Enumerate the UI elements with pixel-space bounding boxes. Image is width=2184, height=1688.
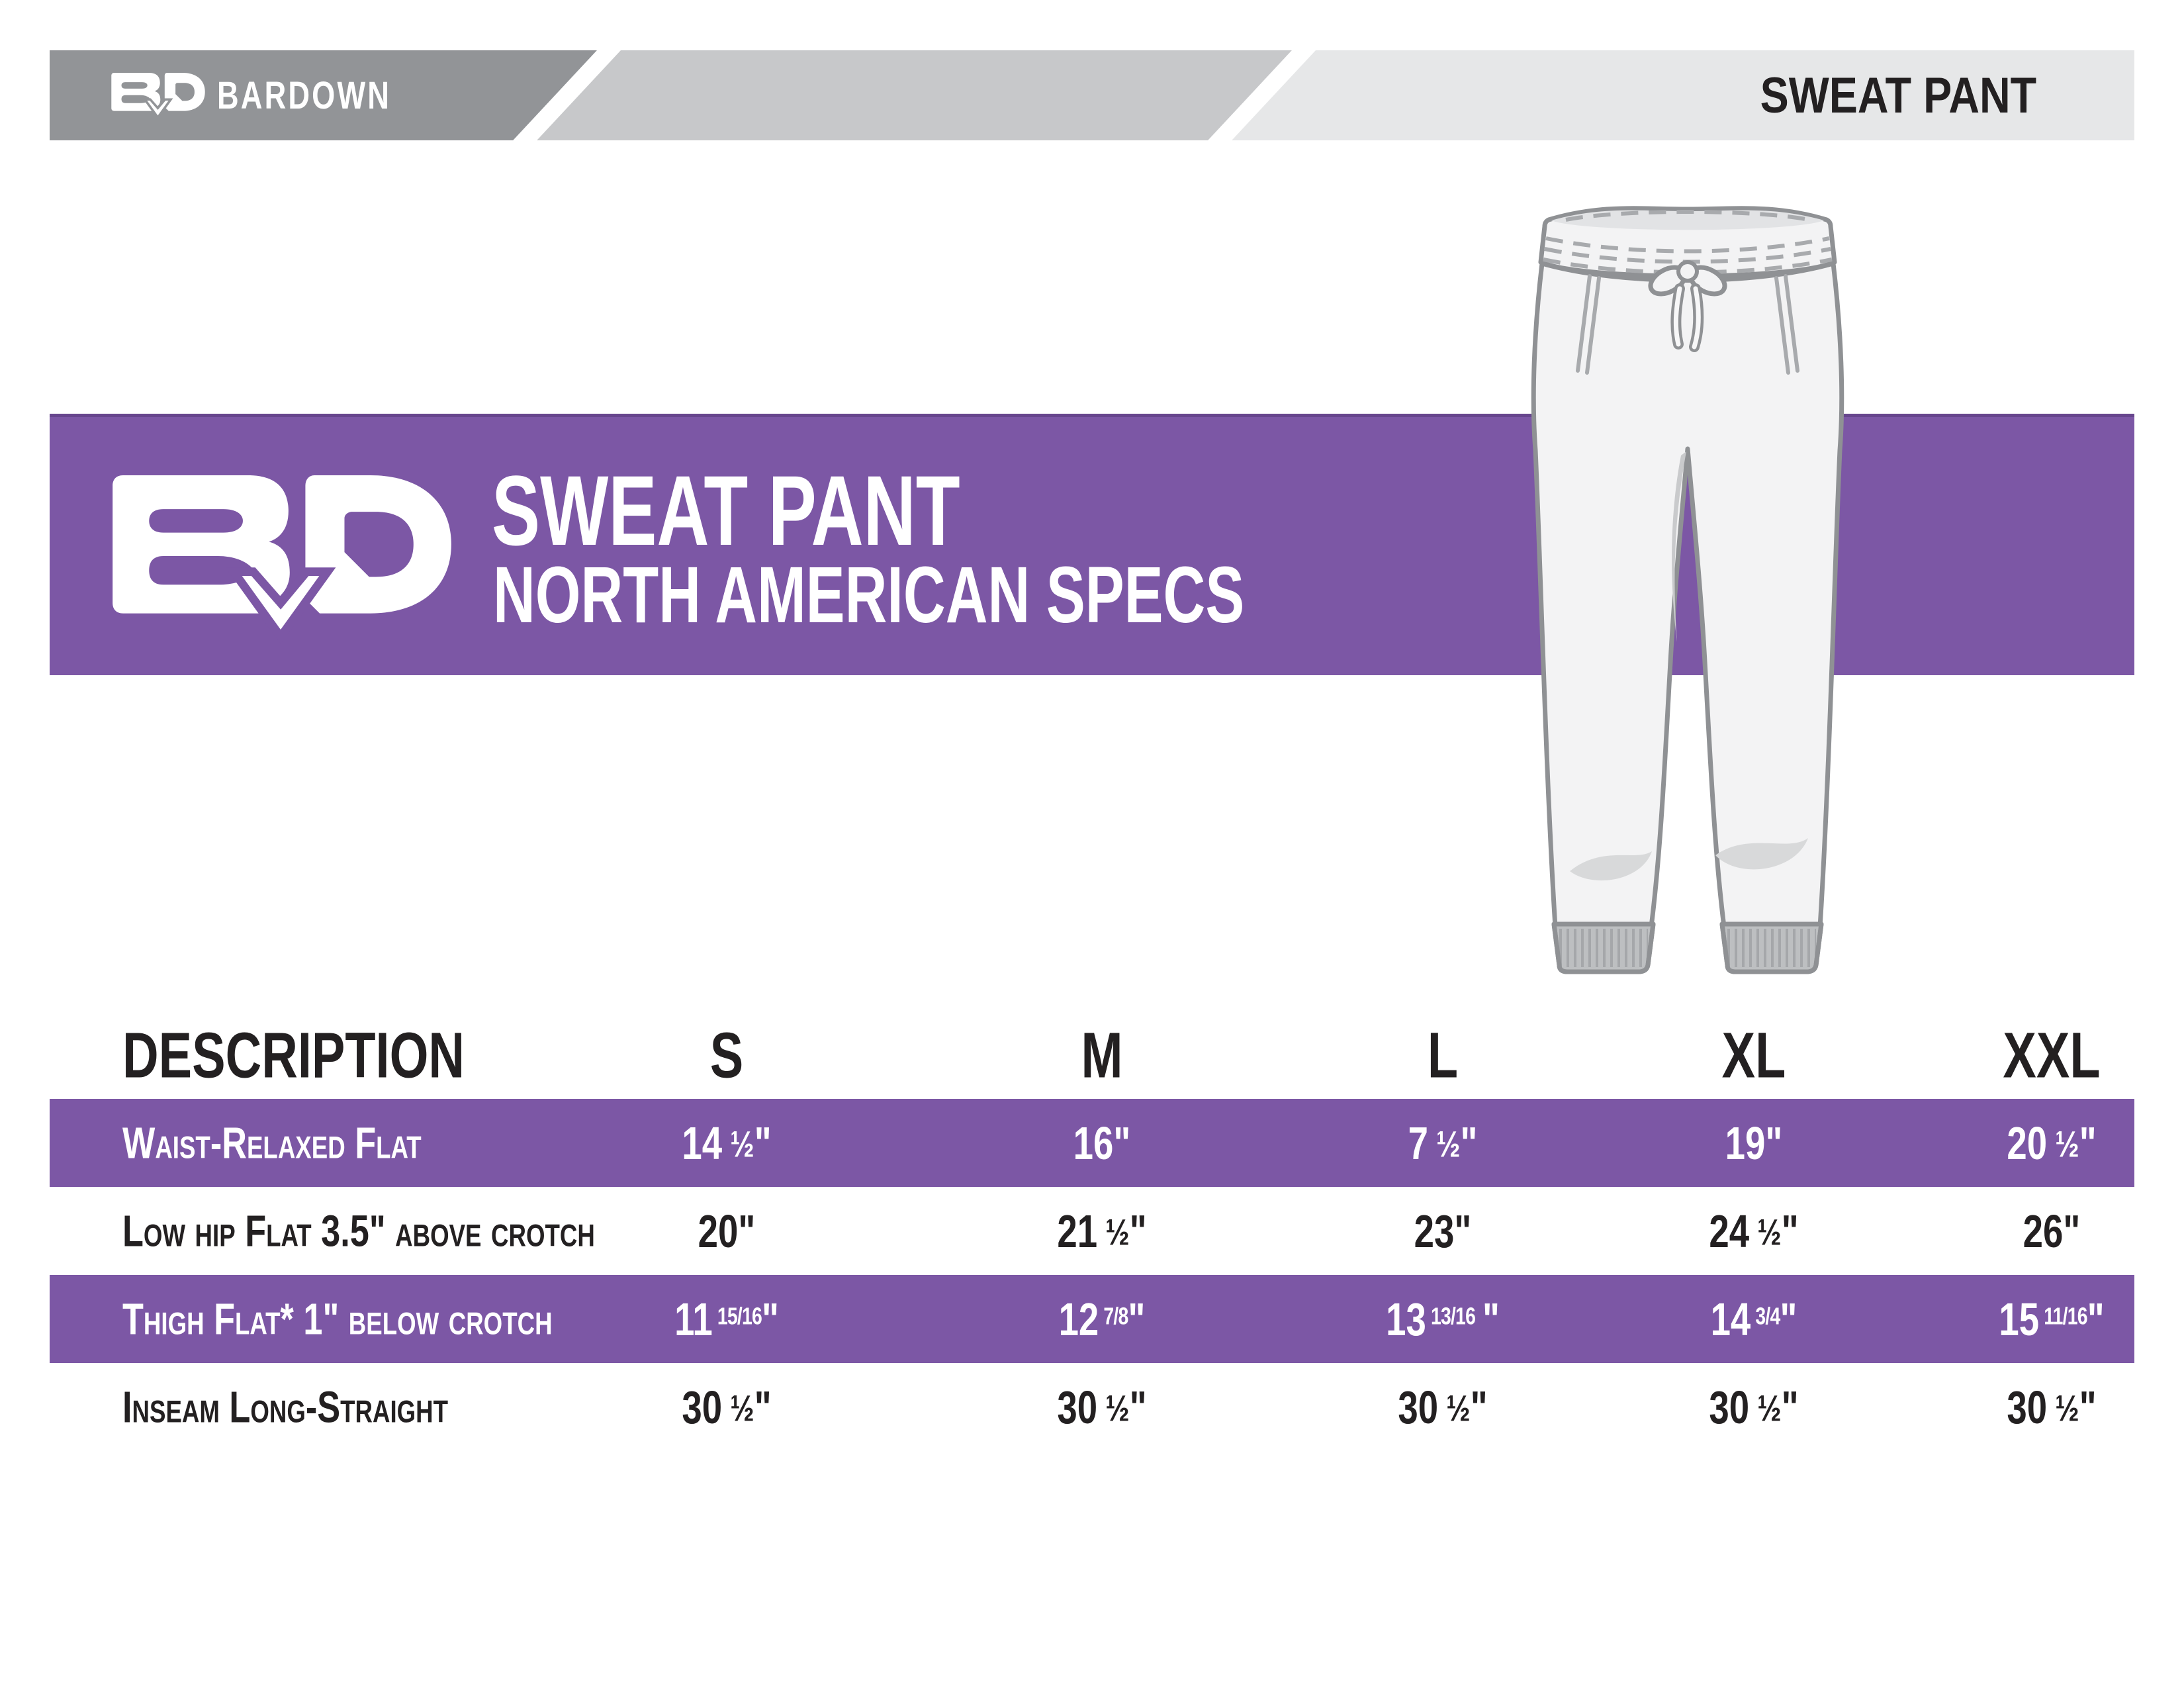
bd-logo-icon bbox=[111, 73, 205, 118]
size-spec-table bbox=[50, 1011, 2134, 1451]
row-description-label: Waist-Relaxed Flat bbox=[122, 1118, 422, 1168]
size-column-header-s: S bbox=[709, 1019, 744, 1091]
measurement-value: 30 ½" bbox=[2007, 1381, 2097, 1433]
measurement-value: 14 $^{3/4}$" bbox=[1710, 1293, 1797, 1345]
header-product-title: SWEAT PANT bbox=[1760, 67, 2036, 124]
table-row bbox=[50, 1363, 2134, 1451]
measurement-value: 30 ½" bbox=[1398, 1381, 1488, 1433]
table-row bbox=[50, 1275, 2134, 1363]
size-column-header-m: M bbox=[1081, 1019, 1123, 1091]
bd-logo-icon bbox=[113, 475, 451, 638]
measurement-value: 24 ½" bbox=[1709, 1205, 1799, 1257]
banner-title: SWEAT PANT bbox=[492, 455, 960, 566]
row-description-label: Low hip Flat 3.5" above crotch bbox=[122, 1206, 595, 1256]
measurement-value: 11 $^{15/16}$" bbox=[674, 1293, 779, 1345]
sweat-pant-illustration bbox=[1529, 199, 1846, 976]
measurement-value: 20" bbox=[698, 1205, 756, 1257]
measurement-value: 30 ½" bbox=[1057, 1381, 1147, 1433]
measurement-value: 21 ½" bbox=[1057, 1205, 1147, 1257]
banner-subtitle: NORTH AMERICAN SPECS bbox=[493, 549, 1245, 639]
size-column-header-l: L bbox=[1427, 1019, 1459, 1091]
measurement-value: 23" bbox=[1414, 1205, 1472, 1257]
header-bar bbox=[50, 50, 2134, 140]
measurement-value: 30 ½" bbox=[1709, 1381, 1799, 1433]
description-column-header: DESCRIPTION bbox=[122, 1019, 465, 1091]
measurement-value: 7 ½" bbox=[1408, 1117, 1478, 1169]
row-description-label: Thigh Flat* 1" below crotch bbox=[122, 1294, 553, 1344]
size-column-header-xl: XL bbox=[1721, 1019, 1786, 1091]
table-row bbox=[50, 1187, 2134, 1275]
measurement-value: 12 $^{7/8}$" bbox=[1058, 1293, 1146, 1345]
size-column-header-xxl: XXL bbox=[2003, 1019, 2101, 1091]
measurement-value: 30 ½" bbox=[682, 1381, 772, 1433]
measurement-value: 16" bbox=[1073, 1117, 1131, 1169]
row-description-label: Inseam Long-Straight bbox=[122, 1382, 449, 1432]
measurement-value: 14 ½" bbox=[682, 1117, 772, 1169]
measurement-value: 13 $^{13/16}$ " bbox=[1386, 1293, 1500, 1345]
measurement-value: 20 ½" bbox=[2007, 1117, 2097, 1169]
brand-name: BARDOWN bbox=[217, 73, 392, 117]
table-header-row bbox=[50, 1011, 2134, 1099]
measurement-value: 19" bbox=[1725, 1117, 1783, 1169]
measurement-value: 26" bbox=[2023, 1205, 2081, 1257]
table-row bbox=[50, 1099, 2134, 1187]
measurement-value: 15 $^{11/16}$" bbox=[1999, 1293, 2105, 1345]
